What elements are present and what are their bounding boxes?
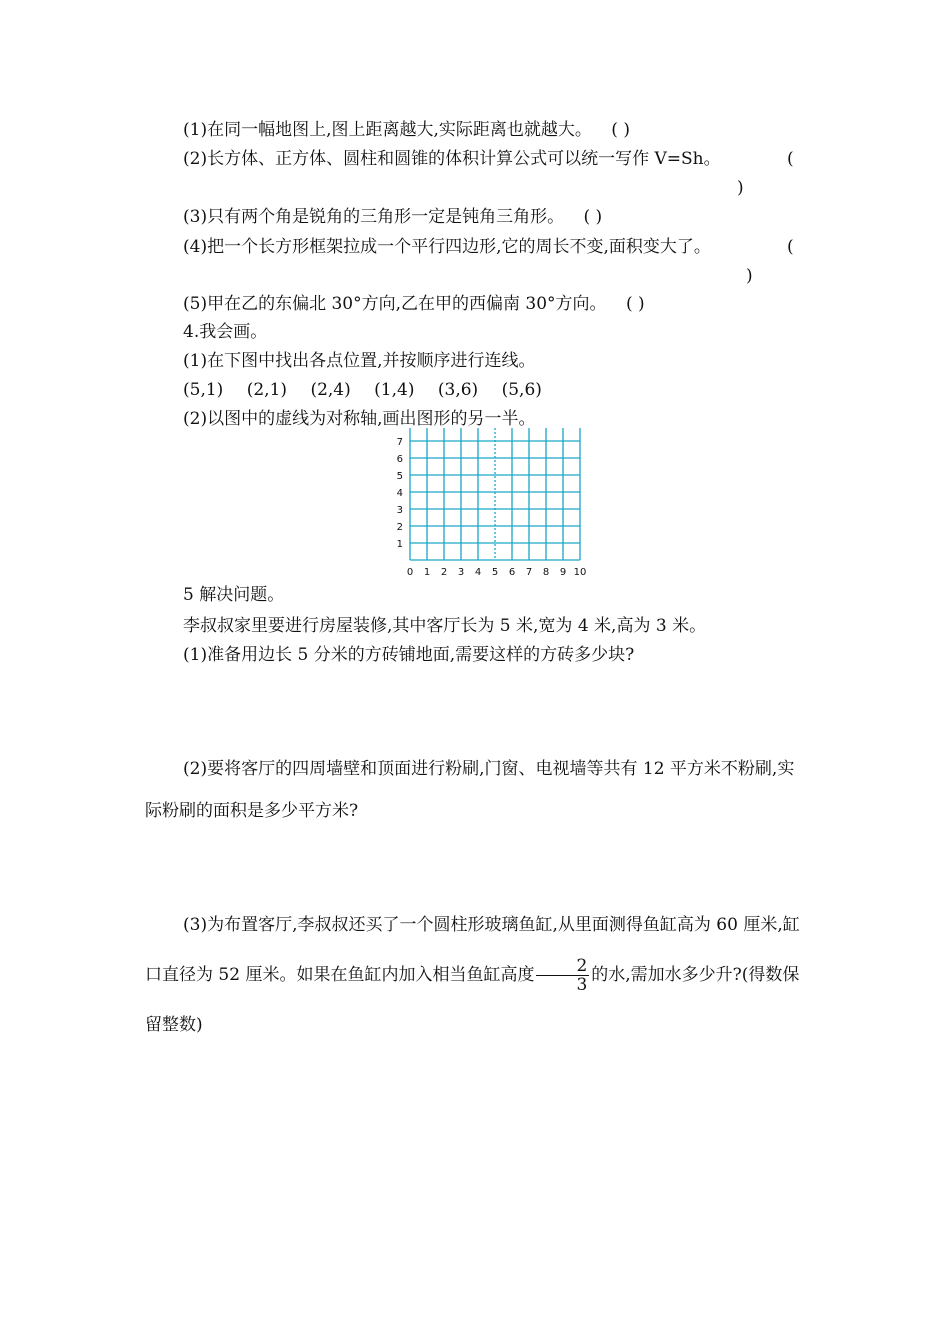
y-tick-label: 5	[396, 471, 403, 482]
answer-bracket-4-close[interactable]: )	[746, 266, 753, 286]
x-tick-label: 10	[573, 567, 587, 578]
judge-item-3	[183, 205, 602, 229]
y-tick-label: 7	[396, 437, 403, 448]
point-item: (5,6)	[501, 380, 542, 400]
answer-bracket-3[interactable]: ( )	[583, 207, 603, 227]
y-tick-label: 1	[396, 539, 403, 550]
judge-item-2-text: (2)长方体、正方体、圆柱和圆锥的体积计算公式可以统一写作 V=Sh。	[183, 149, 721, 169]
section-5-intro: 李叔叔家里要进行房屋装修,其中客厅长为 5 米,宽为 4 米,高为 3 米。	[183, 616, 707, 636]
point-item: (2,4)	[310, 380, 351, 400]
judge-item-1	[183, 118, 630, 142]
section-4-q2: (2)以图中的虚线为对称轴,画出图形的另一半。	[183, 409, 536, 429]
section-5-q3-before: (3)为布置客厅,李叔叔还买了一个圆柱形玻璃鱼缸,从里面测得鱼缸高为 60 厘米,缸口直径为 52 厘米。如果在鱼缸内加入相当鱼缸高度	[145, 915, 800, 985]
point-item: (1,4)	[374, 380, 415, 400]
x-tick-label: 9	[559, 567, 567, 578]
judge-item-2	[183, 147, 721, 171]
answer-bracket-1[interactable]: ( )	[611, 120, 630, 140]
y-tick-label: 2	[396, 522, 403, 533]
fraction-denominator: 3	[576, 975, 588, 995]
judge-item-4	[183, 235, 711, 259]
judge-item-5-text: (5)甲在乙的东偏北 30°方向,乙在甲的西偏南 30°方向。	[183, 294, 607, 314]
y-tick-label: 3	[396, 505, 403, 516]
judge-item-1-text: (1)在同一幅地图上,图上距离越大,实际距离也就越大。	[183, 120, 592, 140]
x-tick-label: 8	[542, 567, 550, 578]
x-tick-label: 2	[440, 567, 448, 578]
answer-bracket-4-open[interactable]: (	[787, 237, 794, 257]
section-5-q3-after: 的水,需加水多少升?(得数保留整数)	[145, 965, 800, 1035]
section-5-title: 5 解决问题。	[183, 585, 285, 605]
section-5-q2: (2)要将客厅的四周墙壁和顶面进行粉刷,门窗、电视墙等共有 12 平方米不粉刷,实际粉刷的面积是多少平方米?	[145, 759, 795, 821]
judge-item-4-text: (4)把一个长方形框架拉成一个平行四边形,它的周长不变,面积变大了。	[183, 237, 711, 257]
judge-item-3-text: (3)只有两个角是锐角的三角形一定是钝角三角形。	[183, 207, 565, 227]
x-tick-label: 3	[457, 567, 465, 578]
section-5-q3	[145, 900, 805, 1050]
coordinate-grid[interactable]	[390, 428, 600, 580]
point-list	[183, 378, 560, 402]
x-tick-label: 6	[508, 567, 516, 578]
x-tick-label: 4	[474, 567, 482, 578]
answer-bracket-2-open[interactable]: (	[787, 149, 794, 169]
point-item: (2,1)	[246, 380, 288, 400]
section-4-q1: (1)在下图中找出各点位置,并按顺序进行连线。	[183, 351, 536, 371]
x-tick-label: 5	[491, 567, 499, 578]
x-tick-label: 7	[525, 567, 533, 578]
y-tick-label: 4	[396, 488, 403, 499]
fraction-numerator: 2	[536, 957, 589, 976]
answer-bracket-5[interactable]: ( )	[625, 294, 645, 314]
section-4-title: 4.我会画。	[183, 322, 268, 342]
answer-bracket-2-close[interactable]: )	[737, 178, 744, 198]
point-item: (3,6)	[437, 380, 479, 400]
fraction-two-thirds	[536, 957, 589, 994]
y-tick-label: 6	[396, 454, 403, 465]
section-5-q1: (1)准备用边长 5 分米的方砖铺地面,需要这样的方砖多少块?	[183, 645, 635, 665]
x-tick-label: 0	[406, 567, 414, 578]
x-tick-label: 1	[423, 567, 431, 578]
point-item: (5,1)	[183, 380, 224, 400]
judge-item-5	[183, 292, 645, 316]
